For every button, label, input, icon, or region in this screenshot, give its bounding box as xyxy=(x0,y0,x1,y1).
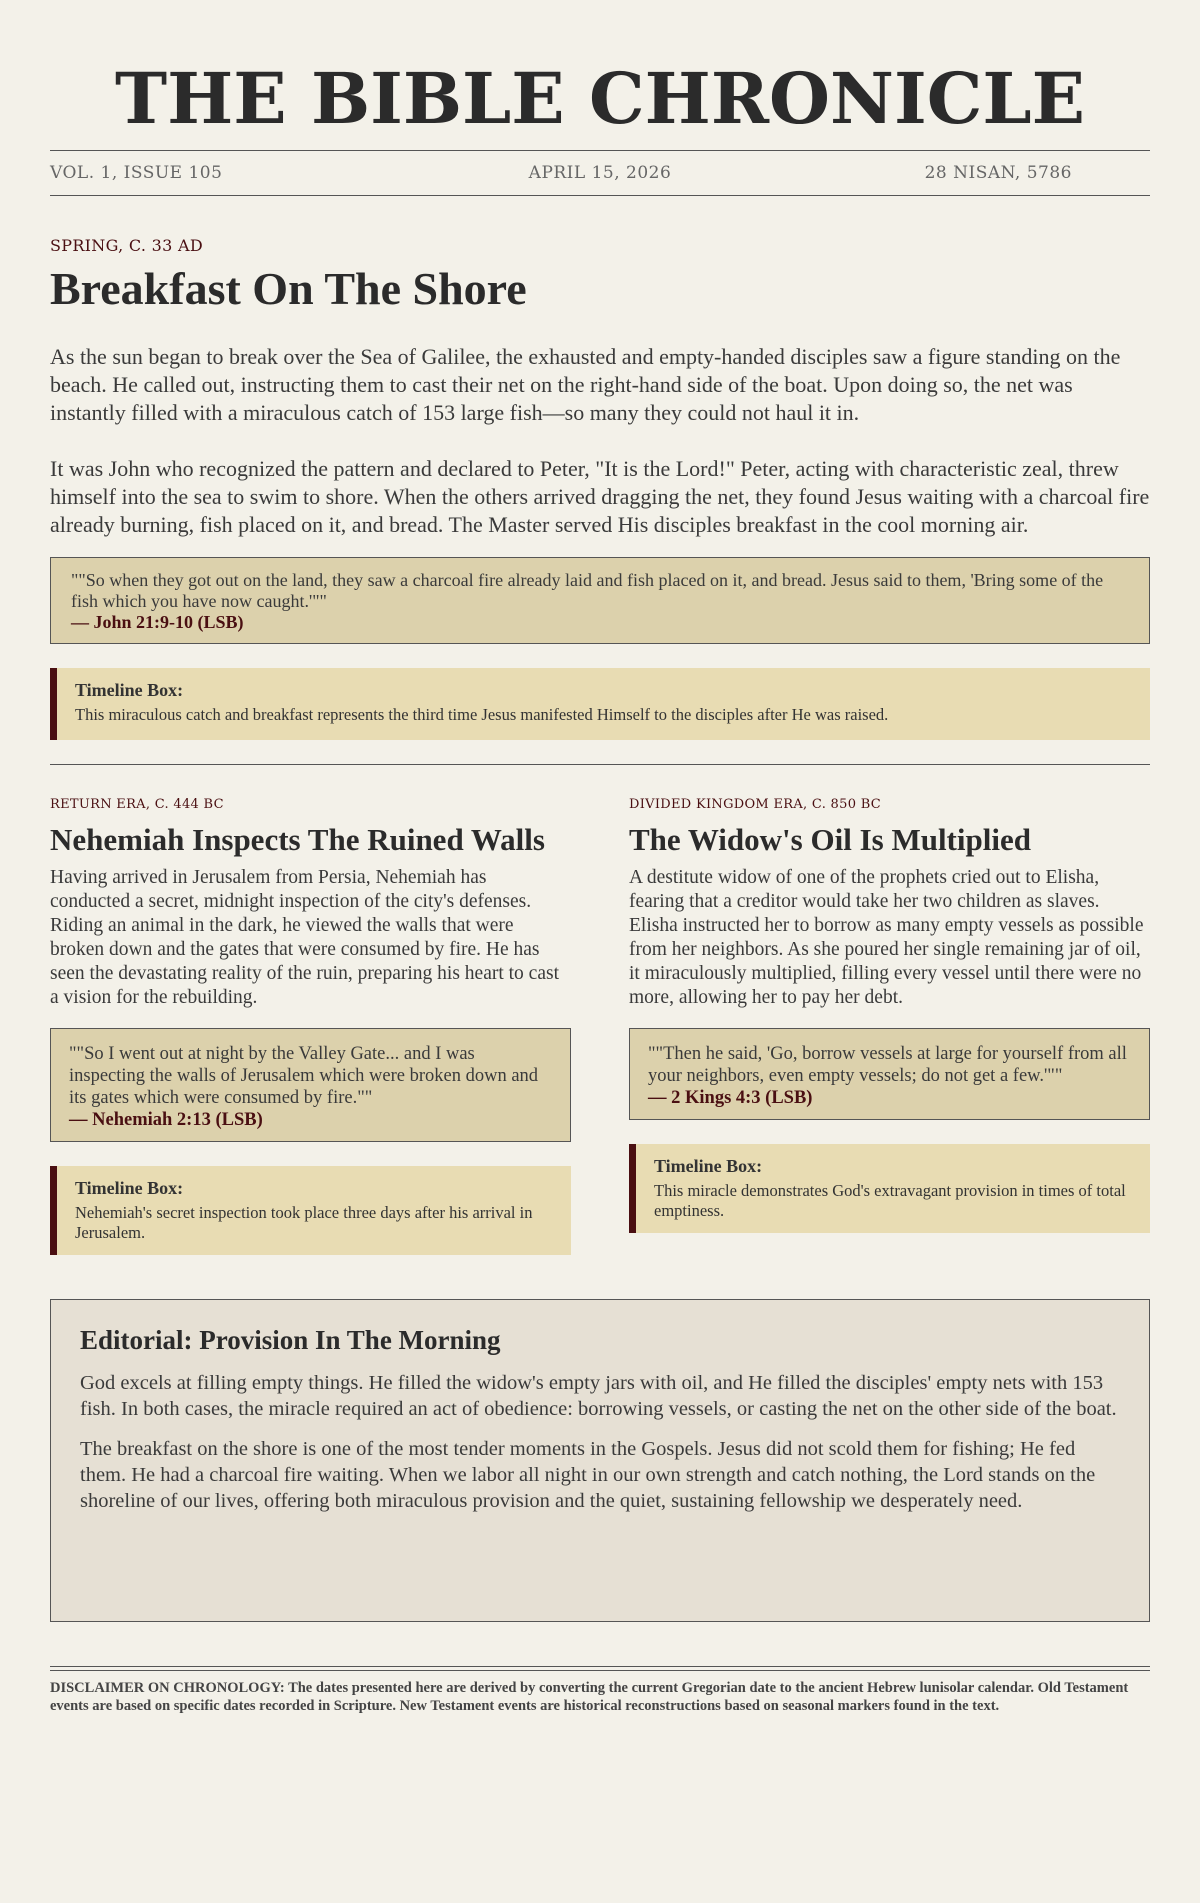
nehemiah-quote-text: ""So I went out at night by the Valley Gate... and I was inspecting the walls of Jerusalem which were broken down and its gates which were consumed by fire."" xyxy=(69,1044,539,1108)
timeline-box-text: Nehemiah's secret inspection took place three days after his arrival in Jerusalem. xyxy=(75,1203,533,1242)
volume-issue: VOL. 1, ISSUE 105 xyxy=(50,163,223,183)
nehemiah-era-label: RETURN ERA, C. 444 BC xyxy=(50,797,224,812)
lead-era-label: SPRING, C. 33 AD xyxy=(50,236,203,255)
timeline-box-text: This miraculous catch and breakfast represents the third time Jesus manifested Himself to the disciples after He was raised. xyxy=(75,705,889,724)
editorial-paragraph: God excels at filling empty things. He filled the widow's empty jars with oil, and He filled the disciples' empty nets with 153 fish. In both cases, the miracle required an act of obedience: borrowing vessels, or casting the net on the other side of the boat. xyxy=(80,1372,1117,1420)
nehemiah-article xyxy=(50,797,571,1255)
timeline-box-text: This miracle demonstrates God's extravagant provision in times of total emptiness. xyxy=(654,1181,1126,1220)
nehemiah-body: Having arrived in Jerusalem from Persia, Nehemiah has conducted a secret, midnight inspection of the city's defenses. Riding an animal in the dark, he viewed the walls that were broken down and the gates that were consumed by fire. He has seen the devastating reality of the ruin, preparing his heart to cast a vision for the rebuilding. xyxy=(50,867,559,1008)
footer-double-rule xyxy=(50,1666,1150,1671)
nehemiah-timeline-box xyxy=(50,1166,571,1255)
masthead-title: THE BIBLE CHRONICLE xyxy=(115,57,1085,140)
editorial-title: Editorial: Provision In The Morning xyxy=(80,1325,501,1355)
editorial-paragraph: The breakfast on the shore is one of the most tender moments in the Gospels. Jesus did not scold them for fishing; He fed them. He had a charcoal fire waiting. When we labor all night in our own strength and catch nothing, the Lord stands on the shoreline of our lives, offering both miraculous provision and the quiet, sustaining fellowship we desperately need. xyxy=(80,1438,1096,1512)
nehemiah-quote-citation: — Nehemiah 2:13 (LSB) xyxy=(69,1110,263,1130)
lead-scripture-quote xyxy=(50,557,1150,644)
timeline-box-label: Timeline Box: xyxy=(654,1156,763,1176)
lead-quote-citation: — John 21:9-10 (LSB) xyxy=(71,612,244,632)
chronology-disclaimer: DISCLAIMER ON CHRONOLOGY: The dates presented here are derived by converting the current Gregorian date to the ancient Hebrew lunisolar calendar. Old Testament events are based on specific dates recorded in Scripture. New Testament events are historical reconstructions based on seasonal markers found in the text. xyxy=(50,1680,1129,1714)
masthead xyxy=(50,0,1150,196)
lead-article xyxy=(50,196,1150,740)
lead-timeline-box xyxy=(50,668,1150,740)
timeline-box-label: Timeline Box: xyxy=(75,1178,184,1198)
widow-quote-citation: — 2 Kings 4:3 (LSB) xyxy=(648,1088,813,1108)
gregorian-date: APRIL 15, 2026 xyxy=(528,163,672,183)
timeline-box-label: Timeline Box: xyxy=(75,680,184,700)
widow-quote-text: ""Then he said, 'Go, borrow vessels at large for yourself from all your neighbors, even empty vessels; do not get a few.'"" xyxy=(648,1044,1127,1086)
widow-scripture-quote xyxy=(629,1028,1150,1120)
widow-body: A destitute widow of one of the prophets cried out to Elisha, fearing that a creditor would take her two children as slaves. Elisha instructed her to borrow as many empty vessels as possible from her neighbors. As she poured her single remaining jar of oil, it miraculously multiplied, filling every vessel until there were no more, allowing her to pay her debt. xyxy=(629,867,1144,1008)
lead-paragraph: It was John who recognized the pattern and declared to Peter, "It is the Lord!" Peter, acting with characteristic zeal, threw himself into the sea to swim to shore. When the others arrived dragging the net, they found Jesus waiting with a charcoal fire already burning, fish placed on it, and bread. The Master served His disciples breakfast in the cool morning air. xyxy=(50,456,1150,537)
lead-title: Breakfast On The Shore xyxy=(50,263,527,314)
widow-title: The Widow's Oil Is Multiplied xyxy=(629,822,1031,857)
hebrew-date: 28 NISAN, 5786 xyxy=(924,163,1072,183)
widow-oil-article xyxy=(629,797,1150,1255)
nehemiah-scripture-quote xyxy=(50,1028,571,1142)
widow-timeline-box xyxy=(629,1144,1150,1233)
nehemiah-title: Nehemiah Inspects The Ruined Walls xyxy=(50,822,545,857)
editorial-box xyxy=(50,1299,1150,1622)
lead-paragraph: As the sun began to break over the Sea of Galilee, the exhausted and empty-handed disciples saw a figure standing on the beach. He called out, instructing them to cast their net on the right-hand side of the boat. Upon doing so, the net was instantly filled with a miraculous catch of 153 large fish—so many they could not haul it in. xyxy=(50,344,1121,425)
widow-era-label: DIVIDED KINGDOM ERA, C. 850 BC xyxy=(629,797,882,812)
issue-bar xyxy=(50,150,1150,196)
lead-quote-text: ""So when they got out on the land, they saw a charcoal fire already laid and fish placed on it, and bread. Jesus said to them, 'Bring some of the fish which you have now caught.'"" xyxy=(71,570,1104,611)
lead-body xyxy=(50,343,1150,539)
two-column-section xyxy=(50,765,1150,1255)
